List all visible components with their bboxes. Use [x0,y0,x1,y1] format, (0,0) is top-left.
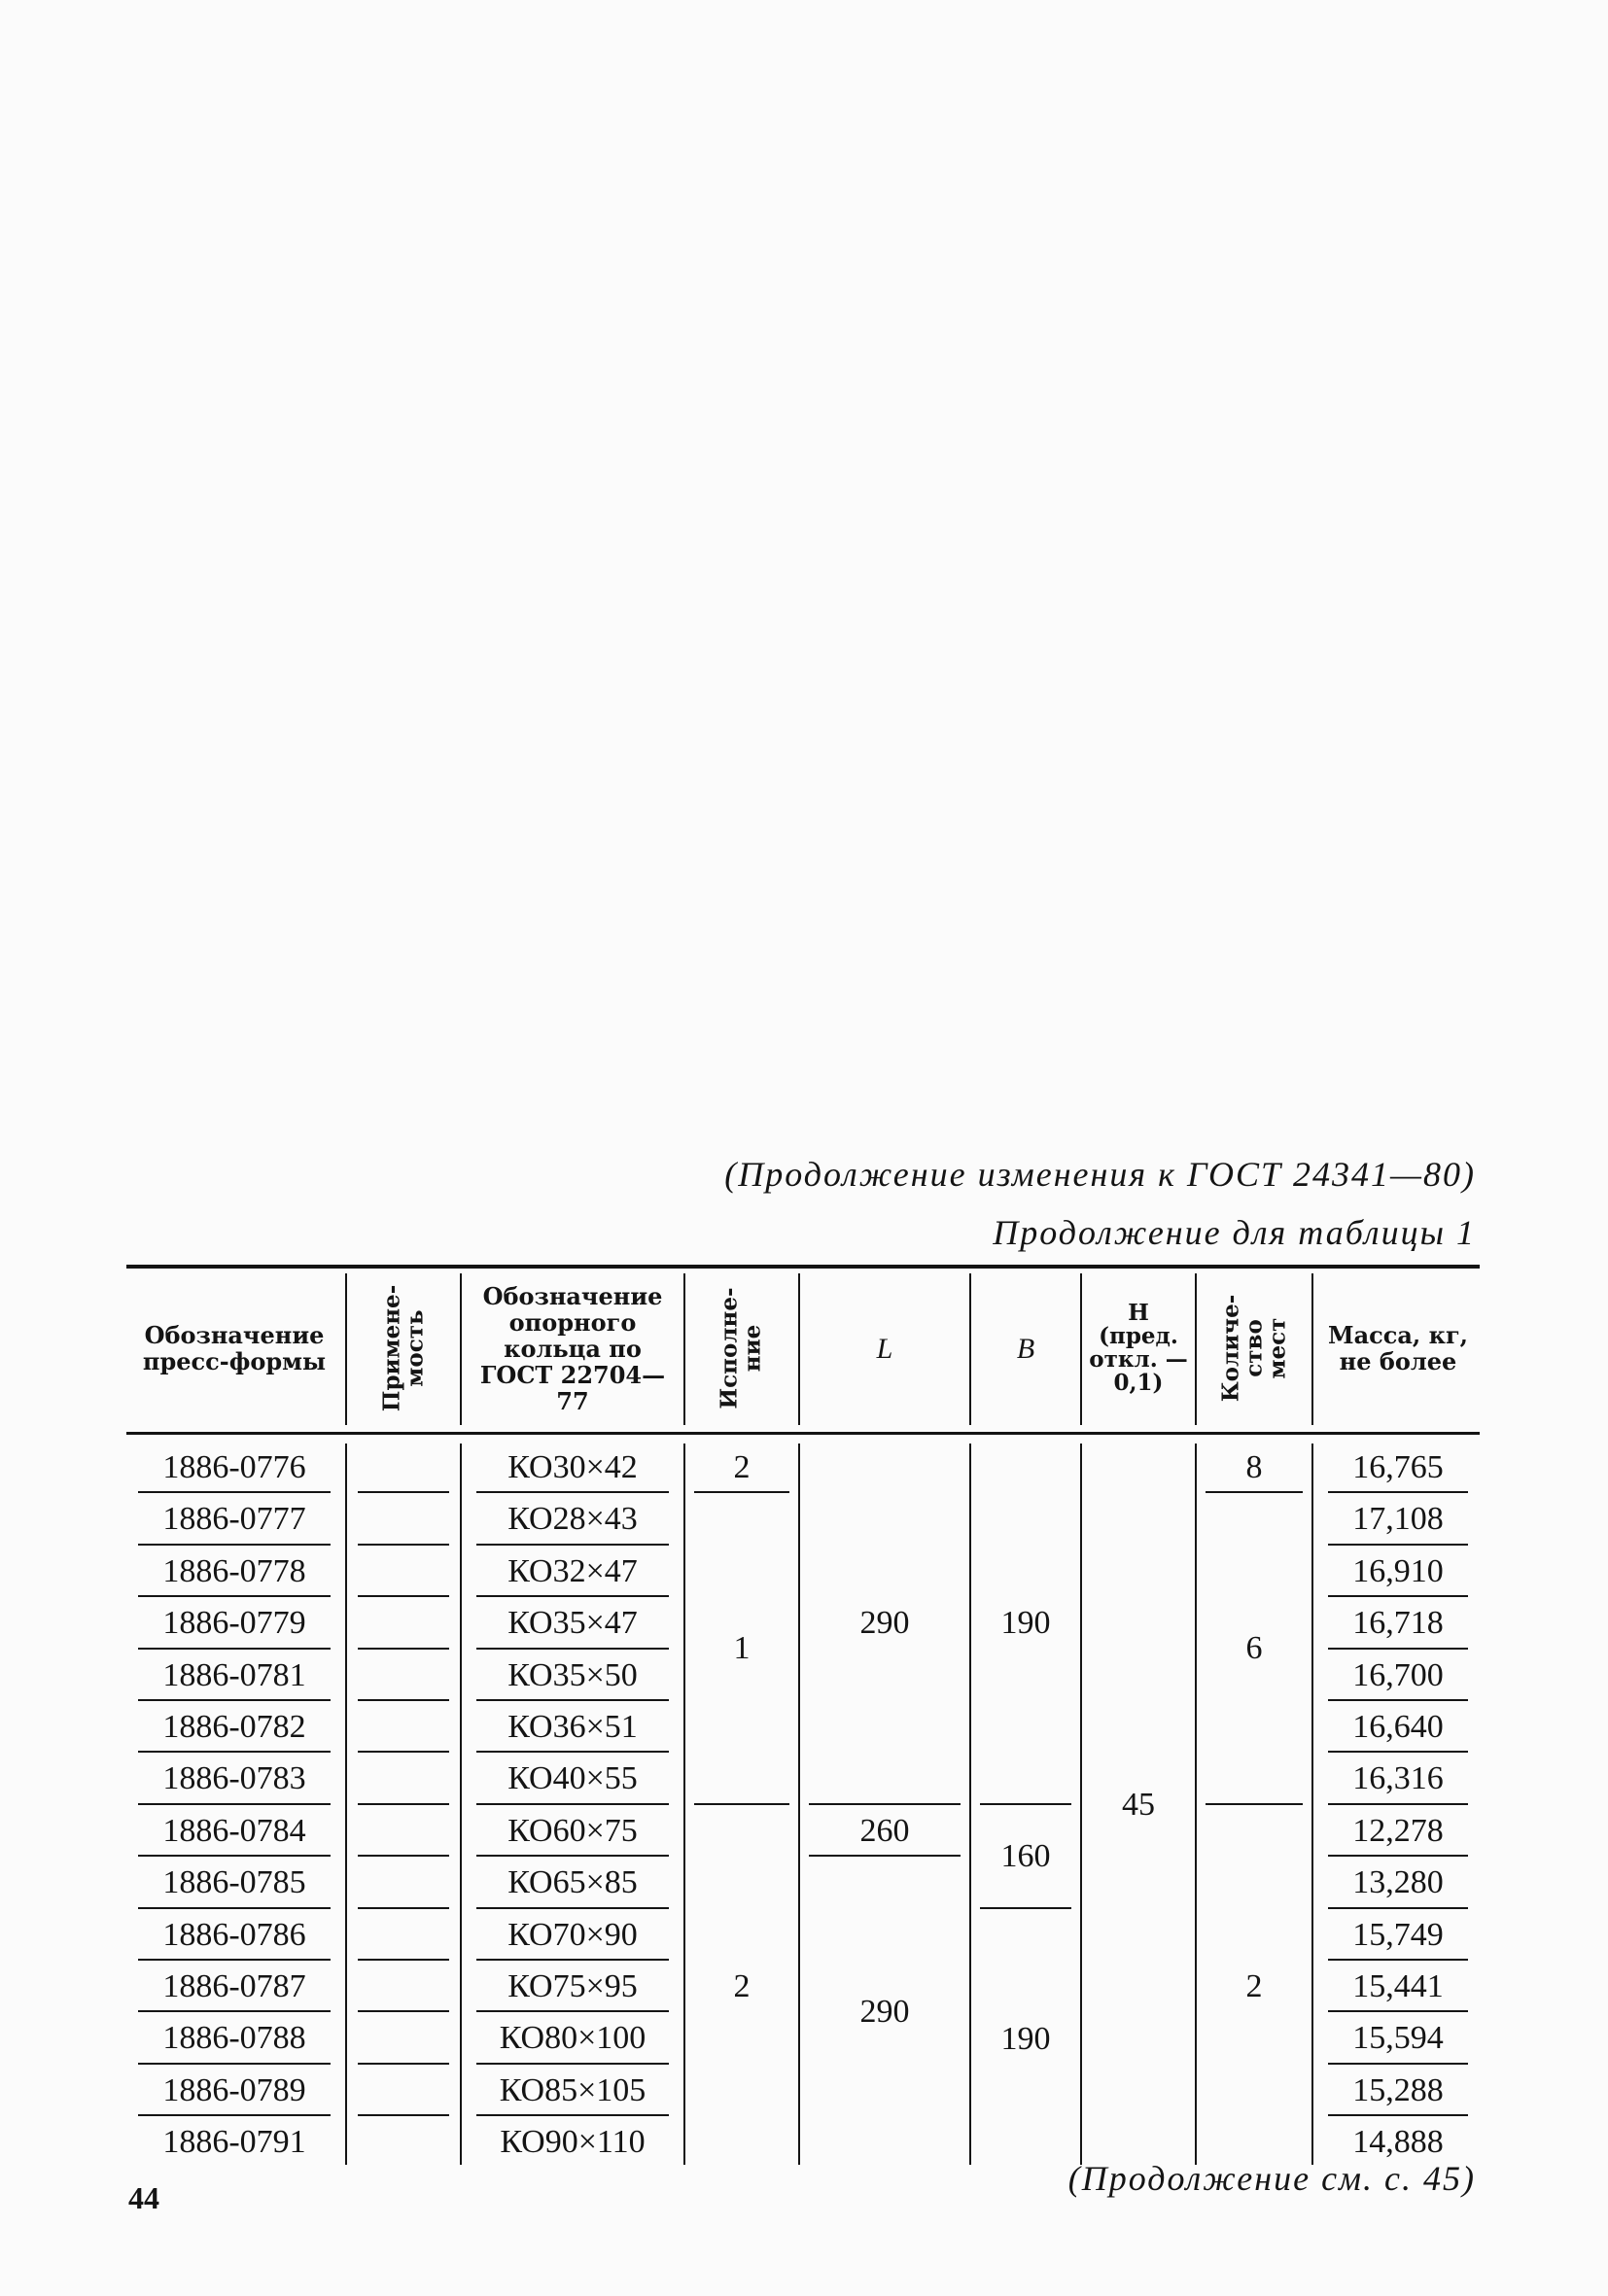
body-column-divider [345,1444,347,2165]
cell-B-merged: 190 [1000,1605,1051,1641]
cell-mass: 13,280 [1352,1864,1444,1901]
cell-mass: 16,910 [1352,1552,1444,1589]
header-column-divider [798,1273,800,1425]
row-divider [358,1803,449,1805]
cell-ring: КО60×75 [507,1812,638,1849]
cell-ring: КО35×47 [507,1605,638,1642]
row-divider [358,2010,449,2012]
header-column-divider [683,1273,685,1425]
body-column-divider [683,1444,685,2165]
cell-version-merged: 2 [733,1449,751,1485]
col-header-version [688,1275,795,1421]
page-number: 44 [128,2180,159,2215]
cell-mass: 15,594 [1352,2020,1444,2057]
header-column-divider [1311,1273,1313,1425]
header-column-divider [1080,1273,1082,1425]
body-column-divider [1195,1444,1197,2165]
body-column-divider [460,1444,462,2165]
cell-designation: 1886-0778 [162,1552,306,1589]
cell-mass: 16,765 [1352,1449,1444,1485]
cell-designation: 1886-0785 [162,1864,306,1901]
cell-mass: 16,316 [1352,1760,1444,1797]
cell-ring: КО65×85 [507,1864,638,1901]
cell-ring: КО35×50 [507,1656,638,1693]
table-top-rule [126,1265,1480,1269]
cell-version-merged: 2 [733,1967,751,2004]
cell-qty-merged: 8 [1245,1449,1263,1485]
footer-note: (Продолжение см. с. 45) [1067,2159,1476,2198]
cell-version-merged: 1 [733,1630,751,1667]
body-column-divider [1080,1444,1082,2165]
cell-designation: 1886-0788 [162,2020,306,2057]
cell-mass: 17,108 [1352,1501,1444,1538]
row-divider [358,1699,449,1701]
col-header-L: L [876,1332,893,1365]
cell-ring: КО70×90 [507,1916,638,1953]
cell-designation: 1886-0787 [162,1968,306,2004]
row-divider [358,1751,449,1753]
table-header-rule [126,1432,1480,1435]
cell-qty-merged: 2 [1245,1967,1263,2004]
col-header-applicability-text: Примене- мость [378,1284,428,1412]
cell-ring: КО75×95 [507,1968,638,2004]
header-column-divider [969,1273,971,1425]
cell-mass: 15,288 [1352,2071,1444,2108]
row-divider [358,1907,449,1909]
cell-designation: 1886-0777 [162,1501,306,1538]
col-header-designation: Обозначение пресс-формы [142,1321,327,1375]
header-column-divider [460,1273,462,1425]
col-header-qty [1200,1275,1309,1421]
cell-mass: 12,278 [1352,1812,1444,1849]
cell-H-merged: 45 [1122,1787,1155,1823]
body-column-divider [1311,1444,1313,2165]
cell-L-merged: 290 [859,1994,910,2031]
running-header: (Продолжение изменения к ГОСТ 24341—80) [724,1155,1476,1194]
row-divider [358,1595,449,1597]
cell-ring: КО32×47 [507,1552,638,1589]
col-header-version-text: Исполне- ние [717,1287,766,1409]
col-header-applicability [350,1275,457,1421]
col-header-B: B [1016,1332,1035,1365]
row-divider [358,1491,449,1493]
cell-ring: КО40×55 [507,1760,638,1797]
cell-designation: 1886-0776 [162,1449,306,1485]
cell-designation: 1886-0786 [162,1916,306,1953]
cell-ring: КО90×110 [500,2124,646,2161]
cell-B-merged: 190 [1000,2020,1051,2057]
cell-designation: 1886-0791 [162,2124,306,2161]
cell-mass: 14,888 [1352,2124,1444,2161]
cell-ring: КО28×43 [507,1501,638,1538]
cell-mass: 15,749 [1352,1916,1444,1953]
cell-designation: 1886-0781 [162,1656,306,1693]
table-caption: Продолжение для таблицы 1 [993,1213,1476,1252]
row-divider [358,1855,449,1857]
row-divider [358,1648,449,1650]
cell-L-merged: 290 [859,1605,910,1641]
col-header-H: H (пред. откл. —0,1) [1089,1300,1188,1396]
cell-designation: 1886-0779 [162,1605,306,1642]
cell-designation: 1886-0783 [162,1760,306,1797]
cell-B-merged: 160 [1000,1837,1051,1874]
cell-L-merged: 260 [859,1812,910,1849]
cell-mass: 16,700 [1352,1656,1444,1693]
cell-ring: КО80×100 [499,2020,647,2057]
cell-mass: 16,640 [1352,1709,1444,1745]
cell-qty-merged: 6 [1245,1630,1263,1667]
cell-designation: 1886-0782 [162,1709,306,1745]
cell-designation: 1886-0789 [162,2071,306,2108]
cell-ring: КО36×51 [507,1709,638,1745]
row-divider [358,1544,449,1546]
col-header-ring: Обозначение опорного кольца по ГОСТ 22704—77 [479,1281,666,1415]
row-divider [358,2063,449,2065]
col-header-mass: Масса, кг, не более [1328,1321,1468,1375]
row-divider [358,2114,449,2116]
cell-ring: КО30×42 [507,1449,638,1485]
header-column-divider [345,1273,347,1425]
cell-mass: 15,441 [1352,1968,1444,2004]
cell-ring: КО85×105 [499,2071,647,2108]
row-divider [358,1959,449,1961]
col-header-qty-text: Количе- ство мест [1217,1294,1290,1403]
cell-designation: 1886-0784 [162,1812,306,1849]
body-column-divider [798,1444,800,2165]
header-column-divider [1195,1273,1197,1425]
body-column-divider [969,1444,971,2165]
cell-mass: 16,718 [1352,1605,1444,1642]
